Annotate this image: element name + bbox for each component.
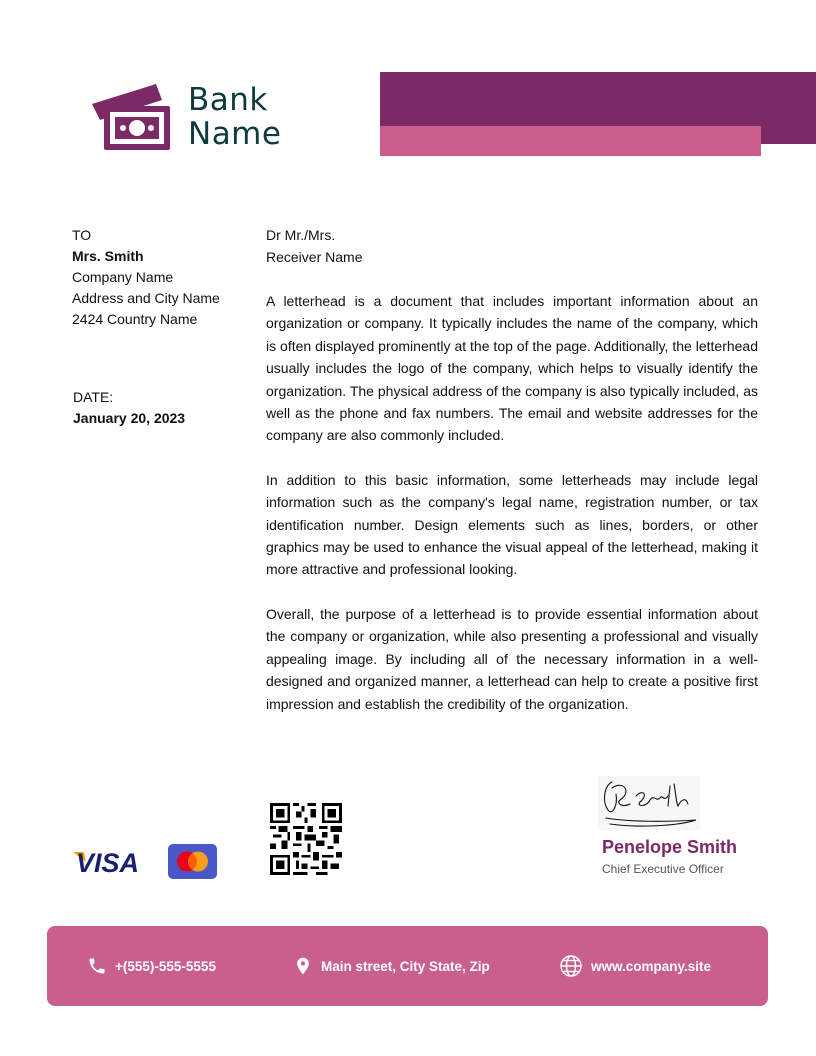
- recipient-country: 2424 Country Name: [72, 311, 198, 327]
- mastercard-circles-icon: [168, 844, 217, 879]
- letter-body: [266, 290, 758, 737]
- contact-address[interactable]: [293, 926, 490, 1006]
- signer-title: Chief Executive Officer: [602, 862, 724, 876]
- location-pin-icon: [293, 954, 313, 978]
- logo-line-1: Bank: [188, 82, 268, 118]
- contact-website-text: www.company.site: [591, 958, 712, 974]
- signer-name: Penelope Smith: [602, 837, 738, 857]
- bank-logo-icon: [90, 82, 172, 152]
- contact-phone[interactable]: [87, 926, 216, 1006]
- globe-icon: [559, 954, 583, 978]
- bank-name-logo: [188, 83, 281, 151]
- date-value: January 20, 2023: [73, 410, 186, 426]
- visa-logo: [72, 848, 154, 876]
- receiver-name: Receiver Name: [266, 249, 363, 265]
- contact-phone-text: +(555)-555-5555: [115, 958, 216, 974]
- paragraph-2: In addition to this basic information, some letterheads may include legal information such as the company's legal name, registration number, or tax identification number. Design elements such as lines, borders, or other graphics may be used to enhance the visual appeal of the letterhead, making it more attractive and professional looking.: [266, 471, 758, 578]
- paragraph-3: Overall, the purpose of a letterhead is to provide essential information about the company or organization, while also presenting a professional and visually appealing image. By including all of the necessary information in a well-designed and organized manner, a letterhead can help to create a positive first impression and establish the credibility of the organization.: [266, 605, 758, 712]
- contact-address-text: Main street, City State, Zip: [321, 958, 490, 974]
- signature-image: [598, 776, 700, 830]
- recipient-company: Company Name: [72, 269, 174, 285]
- recipient-name: Mrs. Smith: [72, 248, 144, 264]
- phone-icon: [87, 956, 107, 976]
- recipient-address: Address and City Name: [72, 290, 220, 306]
- date-block: [73, 387, 253, 429]
- contact-bar: [47, 926, 768, 1006]
- salutation-block: [266, 224, 758, 268]
- date-label: DATE:: [73, 389, 114, 405]
- contact-website[interactable]: [559, 926, 711, 1006]
- mastercard-logo: [168, 844, 217, 879]
- to-label: TO: [72, 227, 92, 243]
- header-bar-pink: [380, 126, 761, 156]
- paragraph-1: A letterhead is a document that includes important information about an organization or company. It typically includes the name of the company, which is often displayed prominently at the top of the page. Additionally, the letterhead usually includes the logo of the company, which helps to visually identify the organization. The physical address of the company is also typically included, as well as the phone and fax numbers. The email and website addresses for the company are also commonly included.: [266, 293, 758, 444]
- svg-text:VISA: VISA: [76, 848, 140, 876]
- salutation: Dr Mr./Mrs.: [266, 227, 336, 243]
- qr-code: [270, 803, 342, 875]
- recipient-block: [72, 225, 252, 330]
- logo-line-2: Name: [188, 116, 282, 152]
